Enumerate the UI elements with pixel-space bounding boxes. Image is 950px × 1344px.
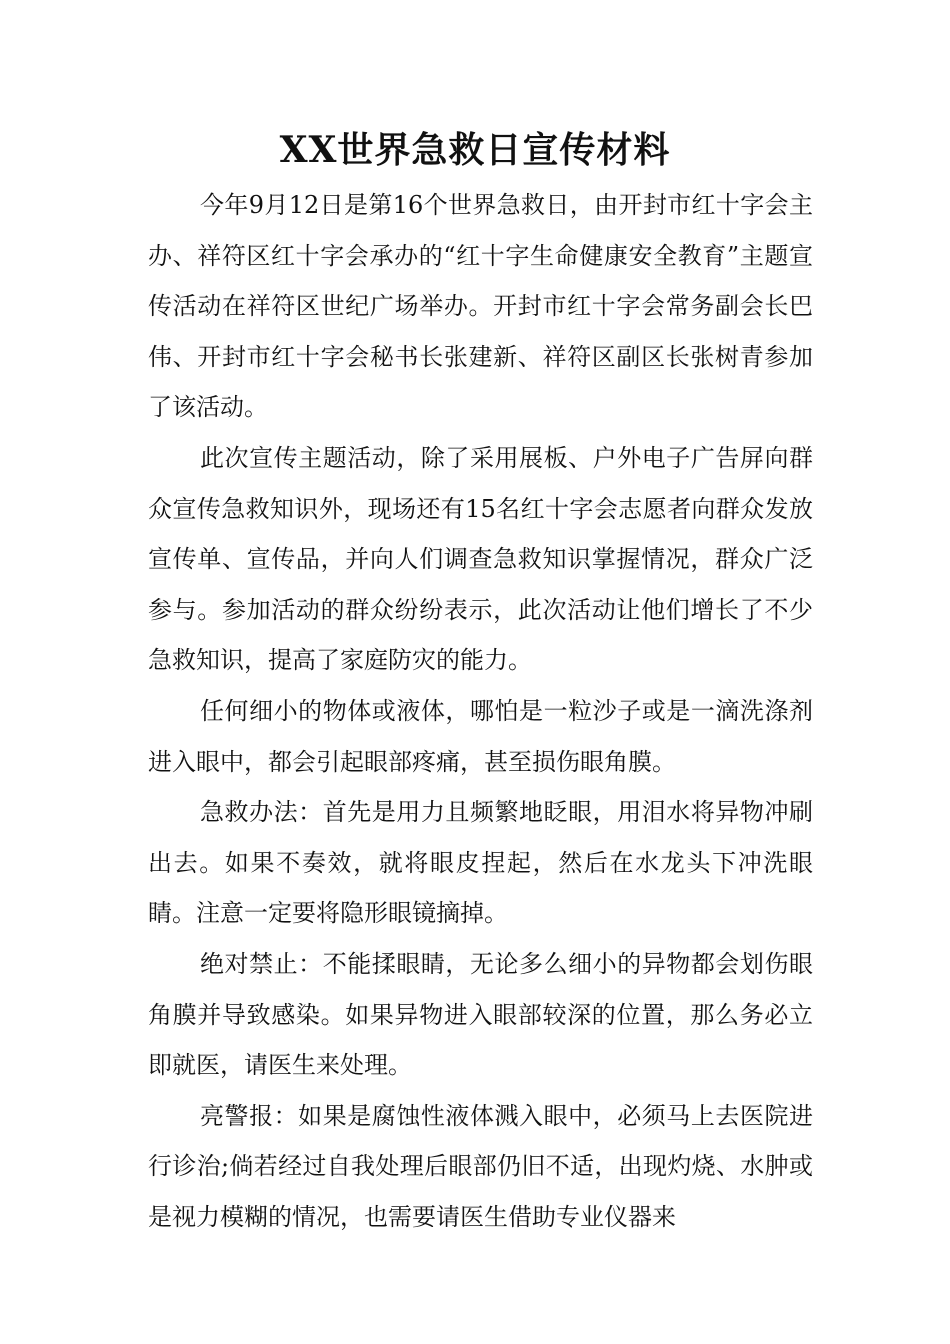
paragraph-3: 任何细小的物体或液体，哪怕是一粒沙子或是一滴洗涤剂进入眼中，都会引起眼部疼痛，甚至损伤眼角膜。 (148, 696, 813, 776)
paragraph-5: 绝对禁止：不能揉眼睛，无论多么细小的异物都会划伤眼角膜并导致感染。如果异物进入眼部较深的位置，那么务必立即就医，请医生来处理。 (148, 949, 813, 1080)
paragraph-4: 急救办法：首先是用力且频繁地眨眼，用泪水将异物冲刷出去。如果不奏效，就将眼皮捏起，然后在水龙头下冲洗眼睛。注意一定要将隐形眼镜摘掉。 (148, 798, 813, 928)
document-body (148, 180, 813, 1242)
paragraph-2: 此次宣传主题活动，除了采用展板、户外电子广告屏向群众宣传急救知识外，现场还有15名红十字会志愿者向群众发放宣传单、宣传品，并向人们调查急救知识掌握情况，群众广泛参与。参加活动的群众纷纷表示，此次活动让他们增长了不少急救知识，提高了家庭防灾的能力。 (148, 443, 813, 675)
paragraph-1: 今年9月12日是第16个世界急救日，由开封市红十字会主办、祥符区红十字会承办的“红十字生命健康安全教育”主题宣传活动在祥符区世纪广场举办。开封市红十字会常务副会长巴伟、开封市红十字会秘书长张建新、祥符区副区长张树青参加了该活动。 (148, 191, 813, 422)
paragraph-6: 亮警报：如果是腐蚀性液体溅入眼中，必须马上去医院进行诊治;倘若经过自我处理后眼部仍旧不适，出现灼烧、水肿或是视力模糊的情况，也需要请医生借助专业仪器来 (148, 1101, 813, 1231)
document-title: XX世界急救日宣传材料 (279, 129, 671, 171)
